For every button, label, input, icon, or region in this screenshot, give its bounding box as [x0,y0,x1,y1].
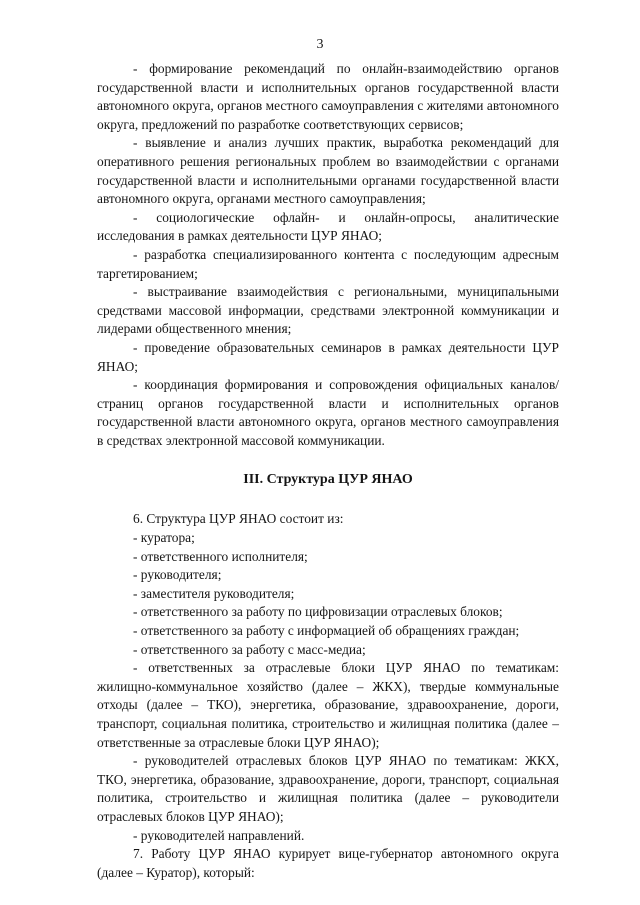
list-item: - руководителей отраслевых блоков ЦУР ЯНАО по тематикам: ЖКХ, ТКО, энергетика, образование, здравоохранение, дороги, транспорт, социальная политика, строительство и жилищная политика (далее – руководители отраслевых блоков ЦУР ЯНАО); [97,753,559,824]
list-item: - ответственного исполнителя; [133,548,308,564]
list-item: - куратора; [133,530,195,546]
list-item: - ответственного за работу с информацией об обращениях граждан; [133,623,520,639]
list-item: - руководителей направлений. [133,827,305,843]
document-body [97,60,559,882]
page-number: 3 [316,37,324,52]
list-item: - координация формирования и сопровождения официальных каналов/страниц органов государственной власти и исполнительных органов государственной власти автономного округа, органов местного самоуправления в средствах электронной массовой коммуникации. [97,377,559,448]
list-item: - разработка специализированного контента с последующим адресным таргетированием; [97,246,559,281]
section-heading: III. Структура ЦУР ЯНАО [243,472,413,488]
list-item: - выстраивание взаимодействия с региональными, муниципальными средствами массовой информации, средствами электронной коммуникации и лидерами общественного мнения; [97,284,559,337]
paragraph-point-7: 7. Работу ЦУР ЯНАО курирует вице-губернатор автономного округа (далее – Куратор), который: [97,846,559,880]
list-item: - выявление и анализ лучших практик, выработка рекомендаций для оперативного решения региональных проблем во взаимодействии с органами государственной власти и исполнительными органами государственной власти автономного округа, органами местного самоуправления; [97,135,559,207]
list-item: - проведение образовательных семинаров в рамках деятельности ЦУР ЯНАО; [97,339,559,374]
list-item: - формирование рекомендаций по онлайн-взаимодействию органов государственной власти и исполнительных органов государственной власти автономного округа, органов местного самоуправления с жителями автономного округа, предложений по разработке соответствующих сервисов; [97,61,559,132]
list-item: - ответственного за работу по цифровизации отраслевых блоков; [133,604,503,620]
paragraph-intro: 6. Структура ЦУР ЯНАО состоит из: [133,511,344,527]
list-item: - руководителя; [133,567,222,583]
list-item: - ответственного за работу с масс-медиа; [133,641,366,657]
list-item: - ответственных за отраслевые блоки ЦУР ЯНАО по тематикам: жилищно-коммунальное хозяйство (далее – ЖКХ), твердые коммунальные отходы (далее – ТКО), энергетика, образование, здравоохранение, дороги, транспорт, социальная политика, строительство и жилищная политика (далее – ответственные за отраслевые блоки ЦУР ЯНАО); [97,660,559,750]
list-item: - социологические офлайн- и онлайн-опросы, аналитические исследования в рамках деятельности ЦУР ЯНАО; [97,209,559,244]
list-item: - заместителя руководителя; [133,585,295,601]
